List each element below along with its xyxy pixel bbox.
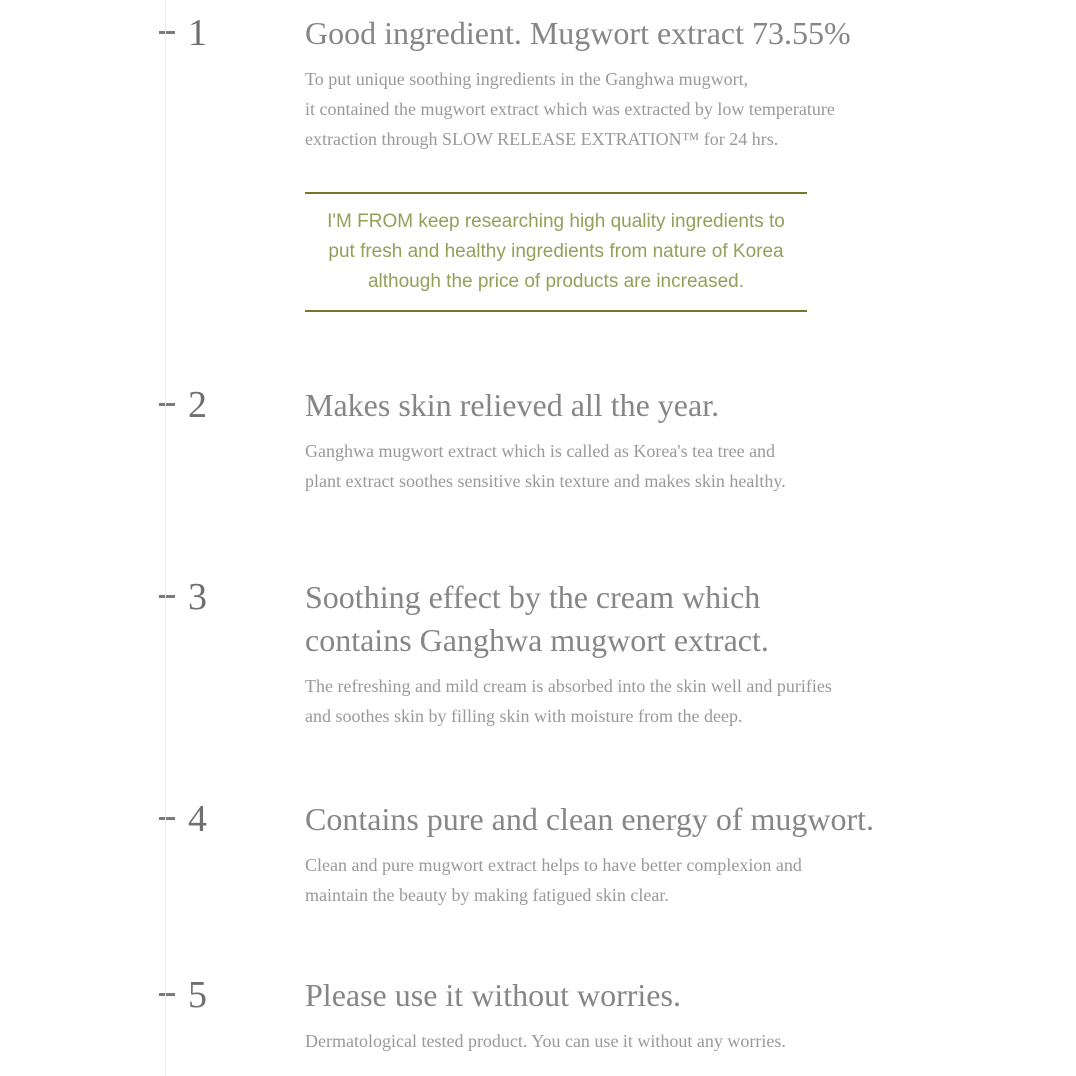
feature-section-4 (0, 798, 1076, 910)
section-body (305, 1026, 1076, 1056)
section-content (305, 384, 1076, 496)
section-content (305, 974, 1076, 1056)
feature-section-3 (0, 576, 1076, 731)
section-heading (305, 974, 1076, 1017)
body-line: and soothes skin by filling skin with moisture from the deep. (305, 706, 743, 726)
section-heading (305, 12, 1076, 55)
heading-line: Soothing effect by the cream which (305, 579, 761, 615)
left-rule-line (165, 0, 166, 1076)
heading-line: Contains pure and clean energy of mugwort. (305, 801, 875, 837)
section-heading (305, 798, 1076, 841)
section-heading (305, 384, 1076, 427)
section-number (0, 384, 305, 427)
section-number (0, 12, 305, 55)
quote-line: put fresh and healthy ingredients from nature of Korea (328, 241, 784, 262)
feature-section-2 (0, 384, 1076, 496)
body-line: plant extract soothes sensitive skin texture and makes skin healthy. (305, 471, 786, 491)
quote-line: although the price of products are increased. (367, 271, 744, 292)
section-body (305, 436, 1076, 496)
body-line: Dermatological tested product. You can use it without any worries. (305, 1031, 786, 1051)
section-body (305, 64, 1076, 154)
section-number-value: 4 (188, 798, 207, 840)
body-line: Clean and pure mugwort extract helps to have better complexion and (305, 855, 802, 875)
feature-section-5 (0, 974, 1076, 1056)
heading-line: contains Ganghwa mugwort extract. (305, 622, 769, 658)
body-line: To put unique soothing ingredients in the Ganghwa mugwort, (305, 69, 749, 89)
body-line: Ganghwa mugwort extract which is called as Korea's tea tree and (305, 441, 776, 461)
section-number (0, 576, 305, 619)
dash-icon (159, 817, 175, 820)
section-number-value: 5 (188, 974, 207, 1016)
dash-icon (159, 595, 175, 598)
quote-line: I'M FROM keep researching high quality ingredients to (327, 211, 785, 232)
section-number (0, 798, 305, 841)
section-number-value: 1 (188, 12, 207, 54)
section-content (305, 12, 1076, 312)
section-body (305, 850, 1076, 910)
body-line: maintain the beauty by making fatigued skin clear. (305, 885, 669, 905)
body-line: extraction through SLOW RELEASE EXTRATION™ for 24 hrs. (305, 129, 779, 149)
section-content (305, 576, 1076, 731)
body-line: The refreshing and mild cream is absorbed into the skin well and purifies (305, 676, 832, 696)
section-body (305, 671, 1076, 731)
section-number (0, 974, 305, 1017)
heading-line: Good ingredient. Mugwort extract 73.55% (305, 15, 851, 51)
heading-line: Makes skin relieved all the year. (305, 387, 720, 423)
dash-icon (159, 31, 175, 34)
heading-line: Please use it without worries. (305, 977, 681, 1013)
dash-icon (159, 403, 175, 406)
section-number-value: 3 (188, 576, 207, 618)
brand-quote-box (305, 192, 807, 312)
section-content (305, 798, 1076, 910)
dash-icon (159, 993, 175, 996)
section-heading (305, 576, 1076, 662)
section-number-value: 2 (188, 384, 207, 426)
body-line: it contained the mugwort extract which was extracted by low temperature (305, 99, 835, 119)
feature-section-1 (0, 12, 1076, 312)
